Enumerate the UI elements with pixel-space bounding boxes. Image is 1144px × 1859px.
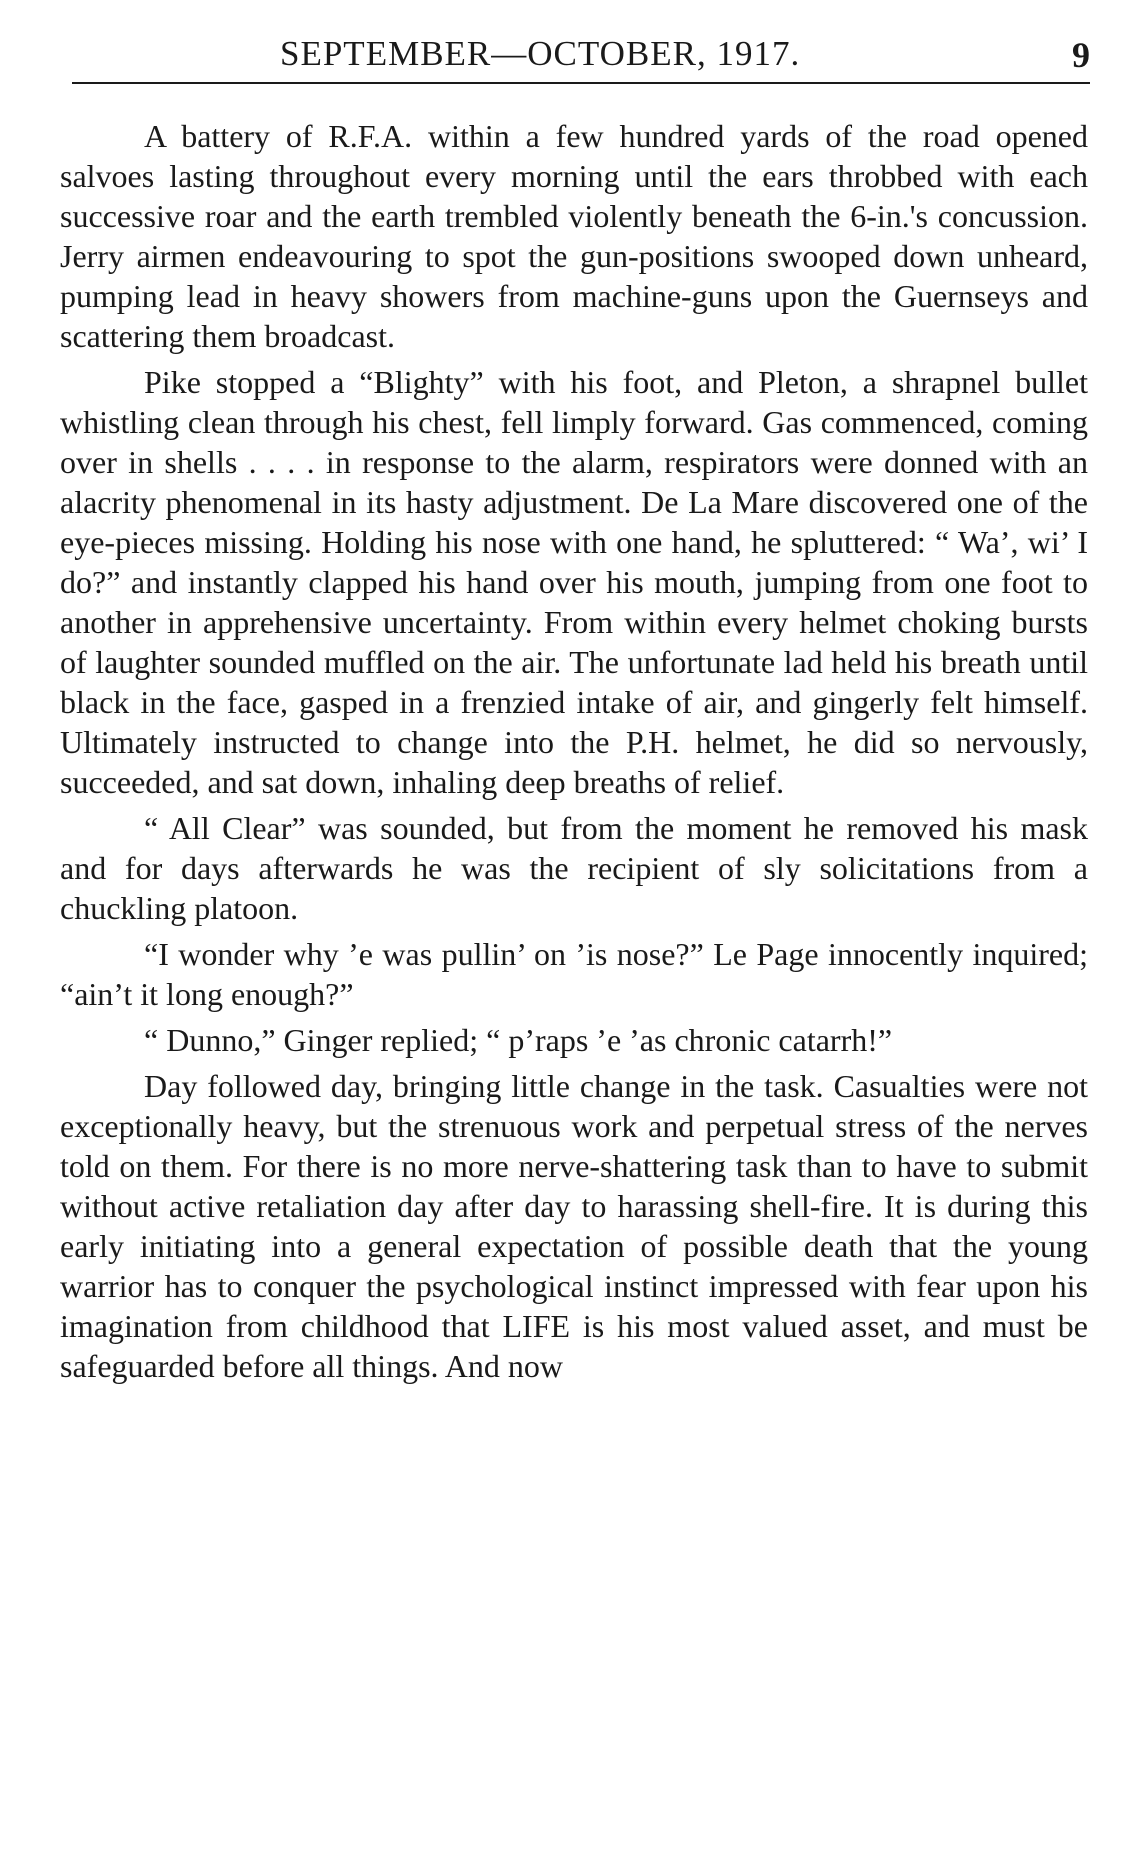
- paragraph-day-followed-day: Day followed day, bringing little change in the task. Casualties were not exceptionally heavy, but the strenuous work and perpetual stress of the nerves told on them. For there is no more nerve-shattering task than to have to submit without active retaliation day after day to harassing shell-fire. It is during this early initiating into a general expectation of possible death that the young warrior has to conquer the psychological instinct impressed with fear upon his imagination from childhood that LIFE is his most valued asset, and must be safeguarded before all things. And now: [60, 1068, 1088, 1384]
- paragraph-ginger: “ Dunno,” Ginger replied; “ p’raps ’e ’as chronic catarrh!”: [144, 1022, 893, 1058]
- paragraph-all-clear: “ All Clear” was sounded, but from the moment he removed his mask and for days afterwards he was the recipient of sly solicitations from a chuckling platoon.: [60, 810, 1088, 926]
- running-title: SEPTEMBER—OCTOBER, 1917.: [280, 34, 801, 73]
- paragraph-le-page: “I wonder why ’e was pullin’ on ’is nose?” Le Page innocently inquired; “ain’t it long enough?”: [60, 936, 1088, 1012]
- running-header: [70, 30, 1090, 80]
- paragraph-battery: A battery of R.F.A. within a few hundred yards of the road opened salvoes lasting throughout every morning until the ears throbbed with each successive roar and the earth trembled violently beneath the 6-in.'s concussion. Jerry airmen endeavouring to spot the gun-positions swooped down unheard, pumping lead in heavy showers from machine-guns upon the Guernseys and scattering them broadcast.: [60, 118, 1088, 354]
- body-text: [60, 116, 1088, 1386]
- paragraph-gas-attack: Pike stopped a “Blighty” with his foot, and Pleton, a shrapnel bullet whistling clean through his chest, fell limply forward. Gas commenced, coming over in shells . . . . in response to the alarm, respirators were donned with an alacrity phenomenal in its hasty adjustment. De La Mare discovered one of the eye-pieces missing. Holding his nose with one hand, he spluttered: “ Wa’, wi’ I do?” and instantly clapped his hand over his mouth, jumping from one foot to another in apprehensive uncertainty. From within every helmet choking bursts of laughter sounded muffled on the air. The unfortunate lad held his breath until black in the face, gasped in a frenzied intake of air, and gingerly felt himself. Ultimately instructed to change into the P.H. helmet, he did so nervously, succeeded, and sat down, inhaling deep breaths of relief.: [60, 364, 1088, 800]
- header-rule: [72, 82, 1090, 84]
- page-number: 9: [1072, 35, 1090, 75]
